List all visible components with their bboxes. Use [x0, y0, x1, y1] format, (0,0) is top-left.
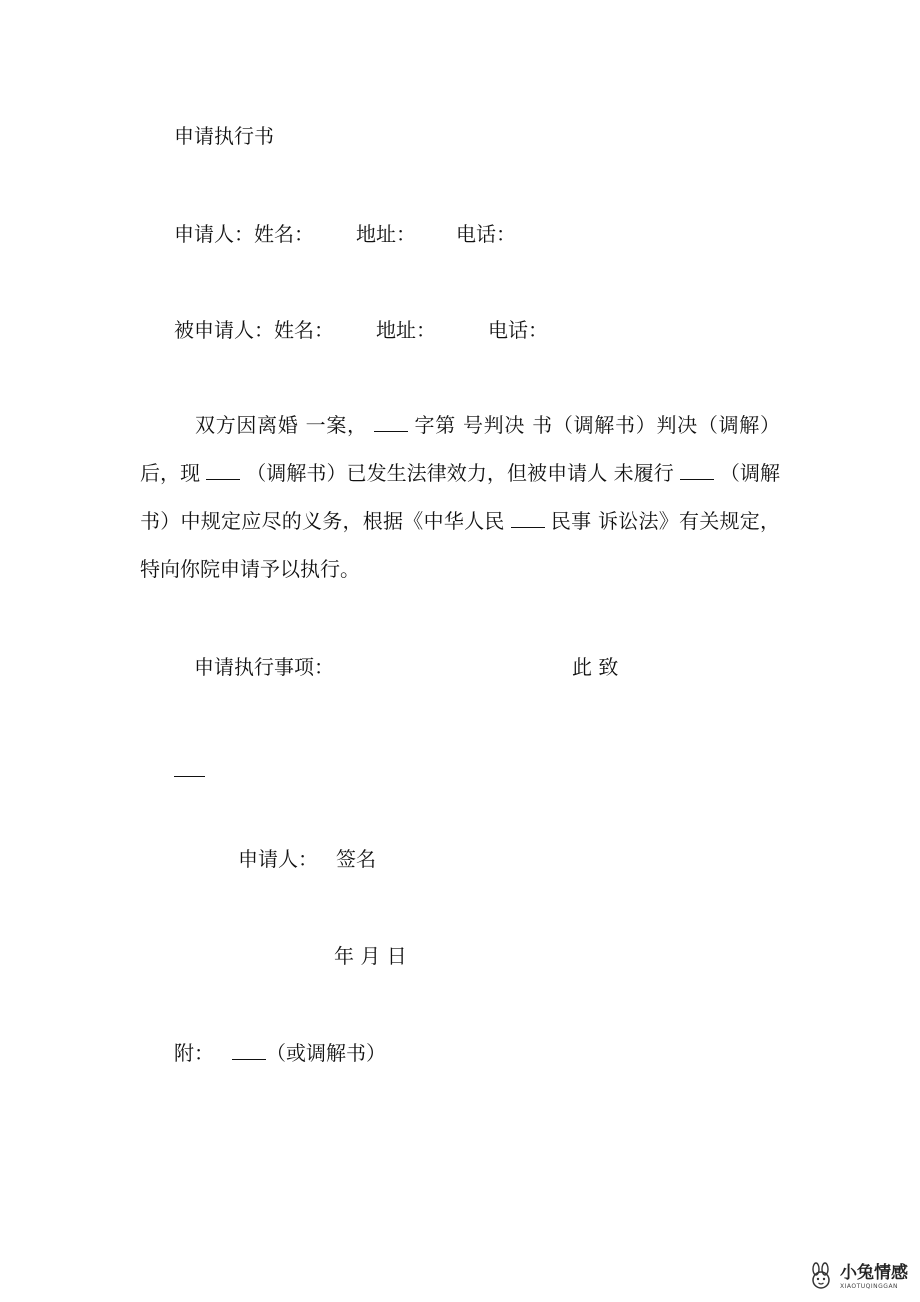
matters-label: 申请执行事项： — [194, 655, 334, 679]
blank-line — [680, 461, 714, 480]
watermark — [806, 1262, 908, 1292]
signature-line — [238, 847, 376, 871]
applicant-name-label: 姓名： — [254, 222, 314, 246]
blank-line — [206, 461, 240, 480]
respondent-name-label: 姓名： — [274, 318, 334, 342]
applicant-phone-label: 电话： — [456, 222, 516, 246]
attachment-text: （或调解书） — [266, 1041, 386, 1065]
matters-line — [194, 655, 334, 679]
attachment-line — [174, 1041, 386, 1065]
applicant-line — [174, 222, 516, 246]
respondent-phone-label: 电话： — [488, 318, 548, 342]
applicant-label: 申请人： — [174, 222, 254, 246]
rabbit-logo-icon — [806, 1262, 836, 1292]
applicant-address-label: 地址： — [356, 222, 416, 246]
document-title: 申请执行书 — [174, 124, 274, 148]
date-line: 年 月 日 — [334, 944, 407, 968]
blank-line — [511, 509, 545, 528]
watermark-brand: 小兔情感 — [840, 1263, 908, 1283]
salutation: 此 致 — [572, 655, 619, 679]
respondent-label: 被申请人： — [174, 318, 274, 342]
blank-line — [232, 1041, 266, 1060]
body-paragraph: 双方因离婚 一案， 字第 号判决 书（调解书）判决（调解）后，现 （调解书）已发生法律效力，但被申请人 未履行 （调解书）中规定应尽的义务，根据《中华人民 民事 诉讼法》有关规定，特向你院申请予以执行。 — [140, 413, 781, 581]
watermark-brand-en: XIAOTUQINGGAN — [840, 1283, 899, 1290]
signature-label: 申请人： — [238, 847, 318, 871]
addressee-blank — [174, 776, 205, 777]
signature-sign: 签名 — [336, 847, 376, 871]
blank-line — [374, 413, 408, 432]
attachment-label: 附： — [174, 1041, 214, 1065]
respondent-address-label: 地址： — [376, 318, 436, 342]
respondent-line — [174, 318, 548, 342]
